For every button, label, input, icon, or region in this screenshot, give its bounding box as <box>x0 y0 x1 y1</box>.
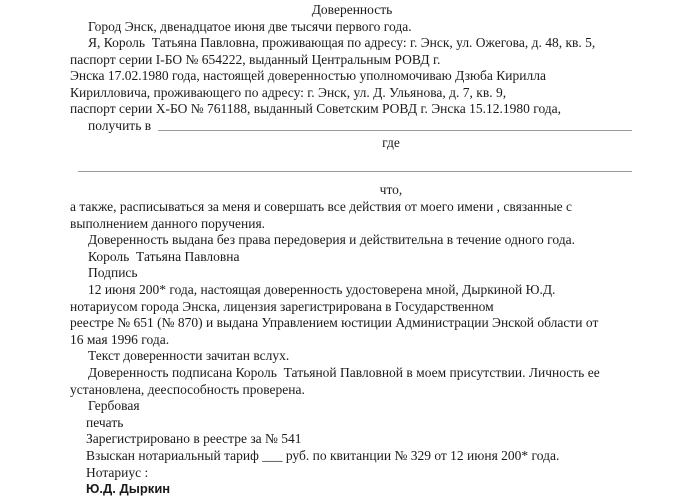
powers-line-2: выполнением данного поручения. <box>70 215 266 231</box>
grantor-line-2: паспорт серии I-БО № 654222, выданный Центральным РОВД г. <box>70 51 441 67</box>
page-title: Доверенность <box>311 2 393 17</box>
notary-name: Ю.Д. Дыркин <box>86 481 171 497</box>
grantor-name-line: Король Татьяна Павловна <box>88 248 240 264</box>
signature-label: Подпись <box>88 265 138 281</box>
what-caption: что, <box>379 182 403 198</box>
registry-number-line: Зарегистрировано в реестре за № 541 <box>86 431 302 447</box>
certification-line-4: 16 мая 1996 года. <box>70 331 170 347</box>
no-substitution-line: Доверенность выдана без права передоверия и действительна в течение одного года. <box>88 232 575 248</box>
blank-spacer <box>70 152 694 165</box>
notary-fee-line: Взыскан нотариальный тариф ___ руб. по квитанции № 329 от 12 июня 200* года. <box>86 447 560 463</box>
what-blank-rule[interactable] <box>78 171 632 172</box>
seal-label-line-1: Гербовая <box>88 398 140 414</box>
signed-in-presence-line-1: Доверенность подписана Король Татьяной Павловной в моем присутствии. Личность ее <box>88 365 600 380</box>
receive-blank-row <box>70 118 694 135</box>
signed-in-presence-line-2: установлена, дееспособность проверена. <box>70 381 305 397</box>
notary-label: Нотариус : <box>86 464 149 480</box>
grantor-line-3: Энска 17.02.1980 года, настоящей доверенностью уполномочиваю Дзюба Кирилла <box>70 68 546 84</box>
certification-line-1: 12 июня 200* года, настоящая доверенность удостоверена мной, Дыркиной Ю.Д. <box>88 282 556 298</box>
what-blank-row <box>70 165 694 182</box>
grantee-line-2: паспорт серии Х-БО № 761188, выданный Советским РОВД г. Энска 15.12.1980 года, <box>70 101 562 117</box>
grantee-line-1: Кирилловича, проживающего по адресу: г. Энск, ул. Д. Ульянова, д. 7, кв. 9, <box>70 84 507 100</box>
grantor-line-1: Я, Король Татьяна Павловна, проживающая по адресу: г. Энск, ул. Ожегова, д. 48, кв. 5, <box>88 35 596 51</box>
place-and-date-line: Город Энск, двенадцатое июня две тысячи первого года. <box>88 18 412 34</box>
where-caption: где <box>382 135 400 151</box>
receive-blank-rule[interactable] <box>158 130 632 131</box>
seal-label-line-2: печать <box>86 414 124 430</box>
receive-label: получить в <box>88 118 152 134</box>
what-caption-row <box>70 182 694 199</box>
certification-line-2: нотариусом города Энска, лицензия зарегистрирована в Государственном <box>70 298 494 314</box>
certification-line-3: реестре № 651 (№ 870) и выдана Управлением юстиции Администрации Энской области от <box>70 315 599 331</box>
read-aloud-line: Текст доверенности зачитан вслух. <box>88 348 290 364</box>
where-caption-row <box>70 135 694 152</box>
powers-line-1: а также, расписываться за меня и совершать все действия от моего имени , связанные с <box>70 199 573 215</box>
document-page <box>0 2 700 497</box>
document-body <box>0 19 700 498</box>
